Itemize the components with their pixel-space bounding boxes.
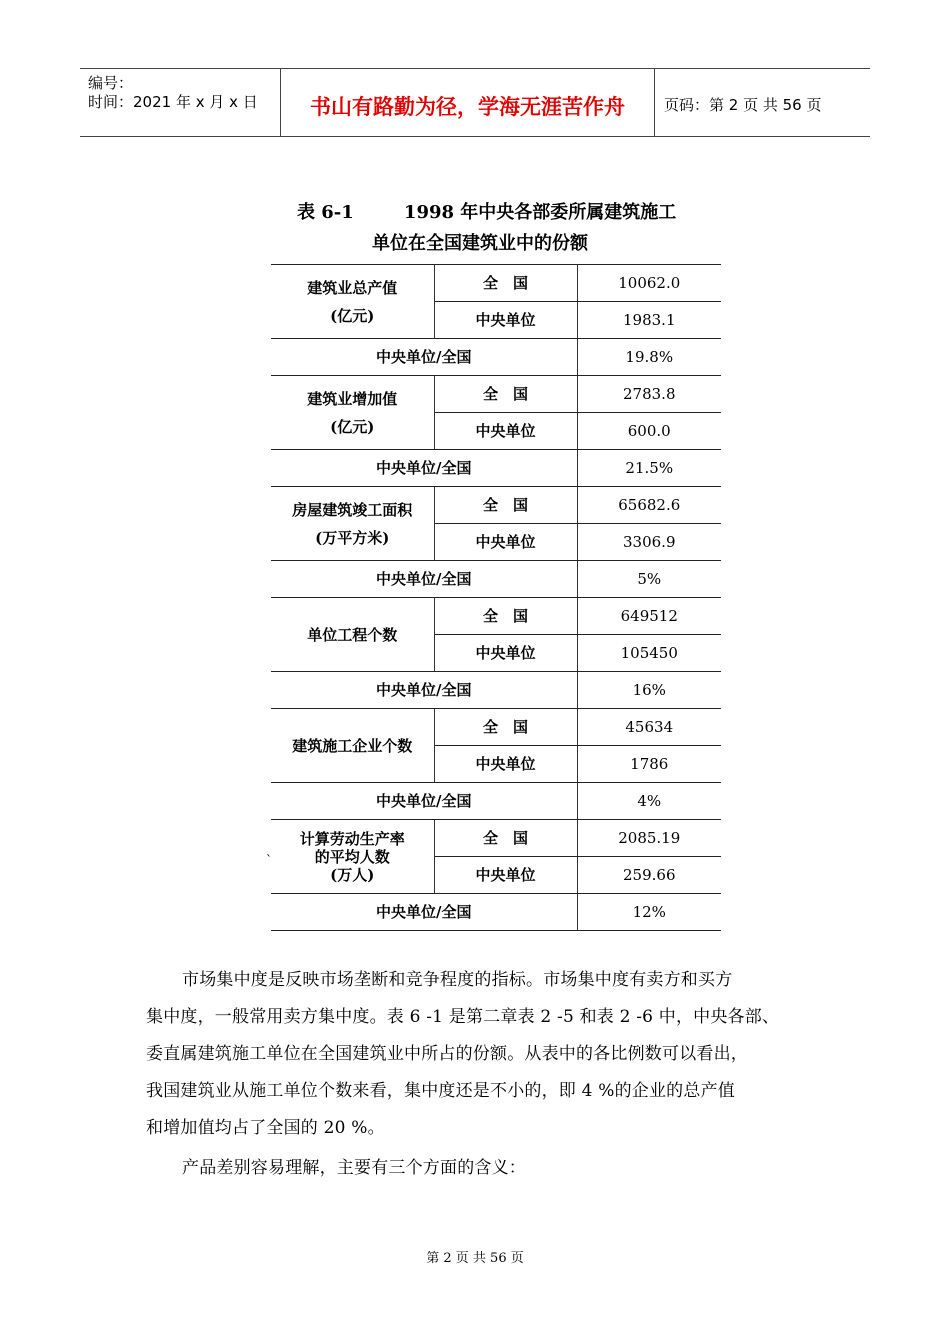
paragraph-line: 我国建筑业从施工单位个数来看，集中度还是不小的，即 4 %的企业的总产值 — [146, 1081, 735, 1101]
row-group-label-line: 单位工程个数 — [307, 625, 398, 644]
paragraph-product-difference: 产品差别容易理解，主要有三个方面的含义： — [182, 1158, 526, 1178]
share-label: 中央单位/全国 — [271, 450, 577, 487]
share-label: 中央单位/全国 — [271, 561, 577, 598]
central-label: 中央单位 — [434, 302, 577, 339]
table-row — [271, 339, 721, 376]
row-group-label-line: (万平方米) — [315, 528, 390, 547]
national-label: 全 国 — [434, 709, 577, 746]
header-page-info: 页码：第 2 页 共 56 页 — [664, 96, 822, 114]
row-group-label-line: 建筑施工企业个数 — [292, 736, 413, 755]
share-label: 中央单位/全国 — [271, 783, 577, 820]
paragraph-line: 和增加值均占了全国的 20 %。 — [146, 1118, 385, 1138]
national-value: 649512 — [577, 598, 721, 635]
row-group-label-line: 的平均人数 — [314, 847, 390, 866]
share-label: 中央单位/全国 — [271, 339, 577, 376]
row-group-label — [271, 487, 434, 561]
share-value: 5% — [577, 561, 721, 598]
header-meta — [80, 69, 280, 136]
national-label: 全 国 — [434, 265, 577, 302]
row-group-label-line: (万人) — [330, 865, 375, 884]
row-group-label-line: 建筑业增加值 — [307, 389, 398, 408]
share-table — [271, 264, 721, 931]
table-row — [271, 376, 721, 413]
table-row — [271, 894, 721, 931]
central-label: 中央单位 — [434, 746, 577, 783]
national-value: 65682.6 — [577, 487, 721, 524]
paragraph-line: 市场集中度是反映市场垄断和竞争程度的指标。市场集中度有卖方和买方 — [182, 970, 733, 990]
central-label: 中央单位 — [434, 524, 577, 561]
row-group-label — [271, 598, 434, 672]
row-group-label — [271, 709, 434, 783]
central-value: 1983.1 — [577, 302, 721, 339]
central-value: 105450 — [577, 635, 721, 672]
paragraph-market-concentration — [146, 962, 806, 1147]
row-group-label-line: 计算劳动生产率 — [299, 829, 405, 848]
central-label: 中央单位 — [434, 635, 577, 672]
row-group-label — [271, 820, 434, 894]
share-value: 16% — [577, 672, 721, 709]
share-value: 12% — [577, 894, 721, 931]
table-row — [271, 709, 721, 746]
header-motto: 书山有路勤为径，学海无涯苦作舟 — [310, 94, 625, 119]
table-row — [271, 820, 721, 857]
table-row — [271, 265, 721, 302]
document-header — [80, 68, 870, 137]
row-group-label — [271, 265, 434, 339]
central-label: 中央单位 — [434, 413, 577, 450]
table-row — [271, 598, 721, 635]
share-label: 中央单位/全国 — [271, 894, 577, 931]
national-value: 2783.8 — [577, 376, 721, 413]
national-label: 全 国 — [434, 487, 577, 524]
central-label: 中央单位 — [434, 857, 577, 894]
share-label: 中央单位/全国 — [271, 672, 577, 709]
document-date: 时间：2021 年 x 月 x 日 — [88, 93, 258, 111]
national-label: 全 国 — [434, 598, 577, 635]
row-group-label-line: 建筑业总产值 — [307, 278, 398, 297]
table-row — [271, 450, 721, 487]
national-value: 45634 — [577, 709, 721, 746]
table-caption-line2: 单位在全国建筑业中的份额 — [372, 233, 588, 254]
paragraph-line: 集中度，一般常用卖方集中度。表 6 -1 是第二章表 2 -5 和表 2 -6 中，中央各部、 — [146, 1007, 780, 1027]
share-value: 21.5% — [577, 450, 721, 487]
paragraph-line: 委直属建筑施工单位在全国建筑业中所占的份额。从表中的各比例数可以看出， — [146, 1044, 748, 1064]
document-number-label: 编号： — [88, 74, 134, 92]
row-group-label-line: (亿元) — [330, 306, 375, 325]
central-value: 600.0 — [577, 413, 721, 450]
central-value: 1786 — [577, 746, 721, 783]
table-row — [271, 783, 721, 820]
table-caption-line1: 表 6-1 1998 年中央各部委所属建筑施工 — [297, 202, 677, 223]
central-value: 259.66 — [577, 857, 721, 894]
share-value: 19.8% — [577, 339, 721, 376]
table-row — [271, 561, 721, 598]
national-value: 2085.19 — [577, 820, 721, 857]
national-label: 全 国 — [434, 376, 577, 413]
national-label: 全 国 — [434, 820, 577, 857]
row-group-label-line: (亿元) — [330, 417, 375, 436]
national-value: 10062.0 — [577, 265, 721, 302]
row-group-label — [271, 376, 434, 450]
share-value: 4% — [577, 783, 721, 820]
row-group-label-line: 房屋建筑竣工面积 — [292, 500, 413, 519]
header-divider — [654, 69, 655, 136]
table-row — [271, 672, 721, 709]
page-footer: 第 2 页 共 56 页 — [426, 1251, 524, 1266]
stray-mark: ` — [266, 853, 272, 867]
central-value: 3306.9 — [577, 524, 721, 561]
table-row — [271, 487, 721, 524]
